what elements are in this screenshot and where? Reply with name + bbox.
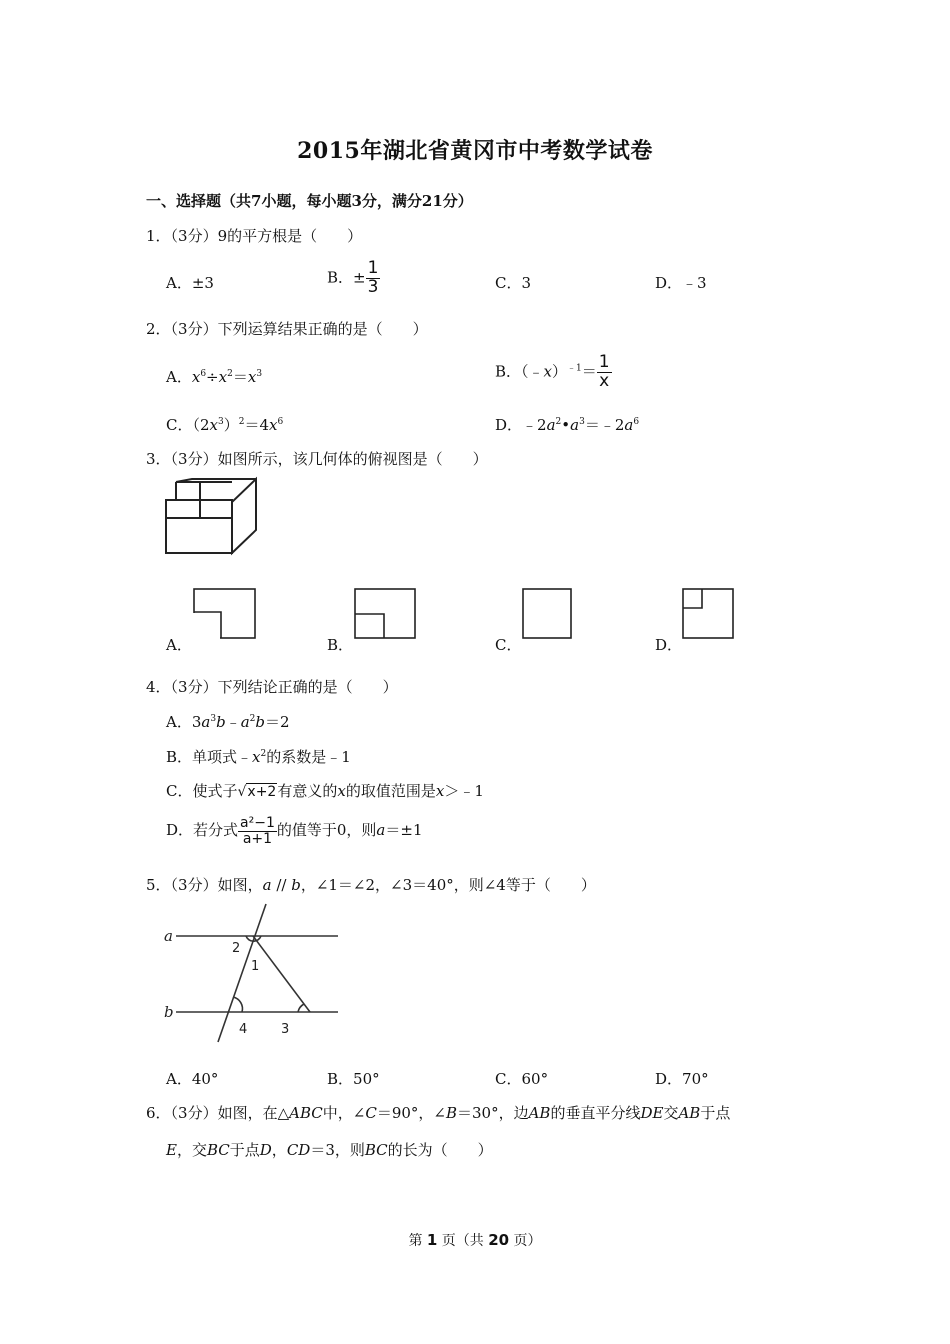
q4-c-rest2: 的取值范围是 <box>345 782 436 800</box>
q2-d-a2: a <box>570 416 580 434</box>
q6-de: DE <box>640 1104 664 1122</box>
q2-d-a1: a <box>546 416 556 434</box>
question-4-stem: 4．（3分）下列结论正确的是（ ） <box>146 678 398 696</box>
q3-front-lower-face <box>166 518 232 553</box>
q3-option-c: C． <box>495 636 522 654</box>
q4-c-x1: x <box>337 782 346 800</box>
q4-c-x2: x <box>435 782 445 800</box>
q4-option-c <box>166 780 484 801</box>
question-6-line-1 <box>146 1102 730 1123</box>
q4-d-fraction <box>238 816 277 846</box>
q2-a-div: ÷ <box>206 368 219 386</box>
q6-l1-pre: 6．（3分）如图，在△ <box>146 1104 290 1122</box>
q2-option-a <box>166 366 262 387</box>
q5-option-b: B．50° <box>327 1070 380 1088</box>
q3-option-b: B． <box>327 636 354 654</box>
page-title: 2015年湖北省黄冈市中考数学试卷 <box>297 138 653 164</box>
q1-b-numerator: 1 <box>367 258 379 278</box>
question-6-line-2 <box>166 1139 493 1160</box>
q2-c-x2: x <box>269 416 278 434</box>
q5-stem-pre: 5．（3分）如图， <box>146 876 263 894</box>
q2-a-x1: x <box>191 368 201 386</box>
q3-option-d: D． <box>655 636 683 654</box>
q4-a-a1: a <box>201 713 211 731</box>
q5-label-a: a <box>164 927 173 945</box>
q6-l1-end: 于点 <box>700 1104 731 1122</box>
q4-a-b1: b <box>216 713 226 731</box>
q3-front-upper <box>200 500 232 553</box>
q5-label-b: b <box>164 1003 174 1021</box>
q5-parallel: // <box>271 876 292 894</box>
q4-b-x: x <box>252 748 261 766</box>
q2-a-exp3: 3 <box>256 369 263 379</box>
q6-abc: ABC <box>289 1104 323 1122</box>
q4-c-rest3: ＞﹣1 <box>444 782 484 800</box>
q2-c-exp3: 3 <box>218 417 224 427</box>
q6-l1-m4: 的垂直平分线 <box>550 1104 641 1122</box>
q2-c-exp2: 2 <box>238 417 245 427</box>
q4-option-d <box>166 816 423 846</box>
q2-b-paren: ） <box>552 362 568 381</box>
q5-parallel-lines-figure <box>160 902 345 1052</box>
q6-l1-m3: ＝30°，边 <box>457 1104 529 1122</box>
q4-b-label: B．单项式﹣ <box>166 748 253 766</box>
q1-option-b-fraction <box>366 260 381 297</box>
q5-angle-arc-3 <box>298 1004 304 1012</box>
q4-d-denominator: a+1 <box>242 830 273 847</box>
q3-option-b-figure <box>354 588 418 640</box>
q5-stem-post: ，∠1＝∠2，∠3＝40°，则∠4等于（ ） <box>300 876 596 894</box>
q6-l2-m1: ，交 <box>176 1141 207 1159</box>
q4-d-label: D．若分式 <box>166 821 239 840</box>
q4-a-a2: a <box>240 713 250 731</box>
q2-c-label: C．（2 <box>166 416 210 434</box>
q2-b-fraction <box>597 354 612 391</box>
q5-option-c: C．60° <box>495 1070 549 1088</box>
q2-d-exp6: 6 <box>633 417 640 427</box>
q5-label-4: 4 <box>239 1022 248 1037</box>
q6-l1-m1: 中，∠ <box>322 1104 366 1122</box>
q2-c-exp6: 6 <box>277 417 284 427</box>
page-footer <box>0 1230 950 1250</box>
q4-option-b <box>166 746 351 767</box>
q3-right-face <box>232 479 256 553</box>
q2-a-exp6: 6 <box>200 369 207 379</box>
q6-bc-2: BC <box>364 1141 388 1159</box>
q6-bc-1: BC <box>206 1141 230 1159</box>
q2-option-b <box>495 354 612 391</box>
q2-b-eq: ＝ <box>581 362 597 381</box>
q2-c-paren: ） <box>223 416 239 434</box>
q4-a-minus: ﹣ <box>225 713 241 731</box>
q3-front-step-edge <box>166 482 176 518</box>
q2-d-a3: a <box>624 416 634 434</box>
q4-a-exp3: 3 <box>210 714 217 724</box>
q1-option-c: C．3 <box>495 274 532 292</box>
q2-b-x: x <box>543 362 552 381</box>
q2-b-label: B．（﹣ <box>495 362 544 381</box>
q4-c-rest1: 有意义的 <box>277 782 338 800</box>
q4-c-label: C．使式子 <box>166 782 238 800</box>
q3-option-a-figure <box>193 588 257 640</box>
q2-d-label: D．﹣2 <box>495 416 547 434</box>
q4-b-rest: 的系数是﹣1 <box>266 748 351 766</box>
q3-c-outer-rect <box>523 589 571 638</box>
q4-a-b2: b <box>255 713 265 731</box>
q6-cd: CD <box>286 1141 311 1159</box>
q1-b-denominator: 3 <box>367 276 379 297</box>
footer-post: 页） <box>509 1233 542 1249</box>
q4-c-sqrt <box>237 784 277 800</box>
q2-a-label: A． <box>166 368 192 386</box>
question-3-stem: 3．（3分）如图所示，该几何体的俯视图是（ ） <box>146 450 488 468</box>
footer-total-pages: 20 <box>488 1231 510 1249</box>
q3-d-outer-rect <box>683 589 733 638</box>
q3-option-c-figure <box>522 588 574 640</box>
q2-d-dot: • <box>561 416 571 434</box>
q3-option-d-figure <box>682 588 736 640</box>
q4-d-rest1: 的值等于0，则 <box>276 821 377 840</box>
q3-solid-figure <box>164 478 259 556</box>
q2-b-denominator: x <box>599 370 610 391</box>
q1-option-d: D．﹣3 <box>655 274 707 292</box>
q3-b-inner-line <box>355 614 384 638</box>
q1-option-a: A．±3 <box>166 274 214 292</box>
q2-d-rhs: ＝﹣2 <box>584 416 625 434</box>
q6-l1-m5: 交 <box>663 1104 679 1122</box>
q6-e: E <box>166 1141 177 1159</box>
q6-l2-m4: ＝3，则 <box>310 1141 365 1159</box>
q3-step-top <box>176 482 200 500</box>
q1-option-b <box>327 260 380 297</box>
q5-option-a: A．40° <box>166 1070 219 1088</box>
q4-a-label: A．3 <box>166 713 202 731</box>
q5-label-1: 1 <box>251 959 260 974</box>
q5-segment <box>253 936 310 1012</box>
q2-a-x2: x <box>218 368 228 386</box>
q2-b-numerator: 1 <box>598 352 610 372</box>
q4-d-rest2: ＝±1 <box>385 821 423 840</box>
q3-option-a: A． <box>166 636 192 654</box>
footer-mid: 页（共 <box>437 1233 489 1249</box>
q1-option-b-prefix: B．± <box>327 268 366 287</box>
q4-c-radicand: x+2 <box>247 784 277 800</box>
q2-d-exp3: 3 <box>579 417 585 427</box>
question-2-stem: 2．（3分）下列运算结果正确的是（ ） <box>146 320 428 338</box>
q6-b: B <box>445 1104 457 1122</box>
q2-b-exp: ﹣1 <box>567 363 582 374</box>
question-5-stem <box>146 874 596 895</box>
q4-b-exp2: 2 <box>260 749 267 759</box>
q5-option-d: D．70° <box>655 1070 709 1088</box>
q4-a-exp2: 2 <box>249 714 256 724</box>
question-1-stem: 1．（3分）9的平方根是（ ） <box>146 227 363 245</box>
q2-a-eq: ＝ <box>232 368 248 386</box>
q6-l2-m2: 于点 <box>229 1141 260 1159</box>
q6-d: D <box>259 1141 272 1159</box>
q2-c-x1: x <box>209 416 218 434</box>
q5-var-b: b <box>291 876 301 894</box>
q2-option-d <box>495 414 639 435</box>
footer-page-number: 1 <box>426 1231 438 1249</box>
q6-ab-2: AB <box>678 1104 701 1122</box>
q6-l2-m3: ， <box>271 1141 287 1159</box>
q6-l2-end: 的长为（ ） <box>387 1141 493 1159</box>
q4-option-a <box>166 711 290 732</box>
q4-d-a: a <box>376 821 386 840</box>
q2-d-exp2: 2 <box>555 417 562 427</box>
q2-a-exp2: 2 <box>227 369 233 379</box>
q3-d-inner-line <box>683 589 702 608</box>
q2-c-rhs: ＝4 <box>244 416 270 434</box>
q6-c: C <box>365 1104 377 1122</box>
q6-l1-m2: ＝90°，∠ <box>376 1104 446 1122</box>
q2-option-c <box>166 414 283 435</box>
q6-ab-1: AB <box>528 1104 551 1122</box>
sqrt-sign-icon: √ <box>237 784 247 800</box>
q3-a-cutout <box>193 613 220 640</box>
q4-d-numerator: a²−1 <box>240 815 275 831</box>
footer-pre: 第 <box>408 1233 427 1249</box>
q5-label-2: 2 <box>232 941 241 956</box>
section-heading: 一、选择题（共7小题，每小题3分，满分21分） <box>146 192 473 210</box>
q4-a-rhs: ＝2 <box>265 713 290 731</box>
q5-label-3: 3 <box>281 1022 290 1037</box>
q5-var-a: a <box>262 876 272 894</box>
q5-angle-arc-4 <box>233 997 242 1012</box>
q2-a-x3: x <box>247 368 257 386</box>
